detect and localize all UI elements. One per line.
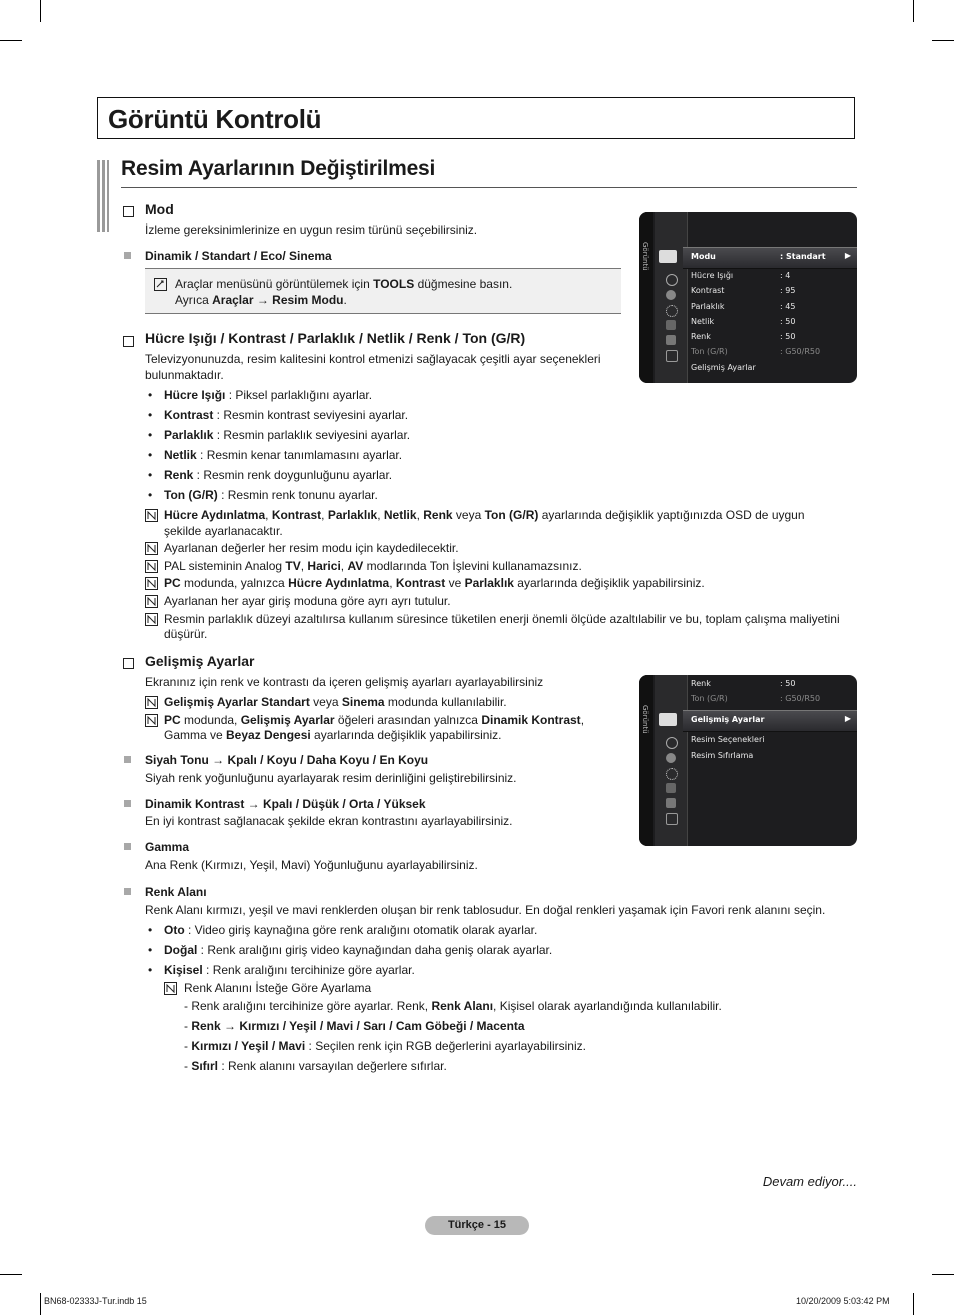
square-bullet-icon — [124, 843, 131, 850]
renk-dash-3: - Kırmızı / Yeşil / Mavi : Seçilen renk için RGB değerlerini ayarlayabilirsiniz. — [184, 1039, 586, 1053]
osd-row[interactable]: Hücre Işığı : 4 — [691, 271, 791, 280]
crop-mark — [0, 40, 22, 41]
siyah-desc: Siyah renk yoğunluğunu ayarlayarak resim derinliğini geliştirebilirsiniz. — [145, 771, 517, 785]
renk-heading: Renk Alanı — [145, 885, 207, 899]
crop-mark — [913, 1293, 914, 1315]
section-title: Resim Ayarlarının Değiştirilmesi — [121, 157, 436, 180]
hucre-note-1: Hücre Aydınlatma, Kontrast, Parlaklık, Netlik, Renk veya Ton (G/R) ayarlarında değişiklik yaptığınızda OSD de uygun — [164, 508, 805, 522]
osd-highlight-advanced[interactable]: Gelişmiş Ayarlar ▶ — [683, 710, 857, 732]
application-icon — [666, 335, 676, 345]
gelismis-note-2: PC modunda, Gelişmiş Ayarlar öğeleri arasından yalnızca Dinamik Kontrast, — [164, 713, 585, 727]
renk-bullet: Oto : Video giriş kaynağına göre renk aralığını otomatik olarak ayarlar. — [164, 923, 538, 937]
hucre-note-1-line2: şekilde ayarlanacaktır. — [164, 524, 283, 538]
note-icon — [164, 982, 177, 995]
note-icon — [145, 509, 158, 522]
crop-mark — [932, 40, 954, 41]
renk-dash-2: - Renk → Kırmızı / Yeşil / Mavi / Sarı / Cam Göbeği / Macenta — [184, 1019, 525, 1033]
support-icon — [666, 813, 678, 825]
square-bullet-icon — [124, 756, 131, 763]
renk-desc: Renk Alanı kırmızı, yeşil ve mavi renklerden oluşan bir renk tablosudur. En doğal renkleri yaşamak için Favori renk alanını seçin. — [145, 903, 826, 917]
square-bullet-icon — [124, 888, 131, 895]
siyah-heading: Siyah Tonu → Kpalı / Koyu / Daha Koyu / En Koyu — [145, 753, 429, 767]
hucre-heading: Hücre Işığı / Kontrast / Parlaklık / Netlik / Renk / Ton (G/R) — [145, 330, 526, 346]
footer-file: BN68-02333J-Tur.indb 15 — [44, 1296, 147, 1306]
osd-side-label: Görüntü — [641, 242, 649, 271]
picture-icon — [659, 250, 677, 263]
checkbox-bullet-icon — [123, 336, 134, 347]
checkbox-bullet-icon — [123, 206, 134, 217]
mod-heading: Mod — [145, 201, 174, 217]
picture-icon — [659, 713, 677, 726]
arrow-right-icon: ▶ — [844, 714, 851, 723]
hucre-desc-2: bulunmaktadır. — [145, 368, 224, 382]
setup-icon — [666, 305, 678, 317]
tip-line-1: Araçlar menüsünü görüntülemek için TOOLS düğmesine basın. — [175, 277, 513, 291]
hucre-bullet: Renk : Resmin renk doygunluğunu ayarlar. — [164, 468, 393, 482]
renk-bullet: Kişisel : Renk aralığını tercihinize göre ayarlar. — [164, 963, 415, 977]
support-icon — [666, 350, 678, 362]
osd-row[interactable]: Renk : 50 — [691, 679, 796, 688]
hucre-note-6: Resmin parlaklık düzeyi azaltılırsa kullanım süresince tüketilen enerji önemli ölçüde azaltılabilir ve bu, toplam çalışma maliyetini — [164, 612, 840, 626]
dinamik-heading: Dinamik Kontrast → Kpalı / Düşük / Orta / Yüksek — [145, 797, 426, 811]
hucre-note-5: Ayarlanan her ayar giriş moduna göre ayrı ayrı tutulur. — [164, 594, 451, 608]
page-number-pill: Türkçe - 15 — [425, 1216, 529, 1235]
gelismis-note-1: Gelişmiş Ayarlar Standart veya Sinema modunda kullanılabilir. — [164, 695, 507, 709]
gelismis-desc: Ekranınız için renk ve kontrastı da içeren gelişmiş ayarları ayarlayabilirsiniz — [145, 675, 544, 689]
square-bullet-icon — [124, 800, 131, 807]
note-icon — [145, 560, 158, 573]
osd-side-label: Görüntü — [641, 705, 649, 734]
osd-row[interactable]: Ton (G/R) : G50/R50 — [691, 694, 821, 703]
hucre-note-4: PC modunda, yalnızca Hücre Aydınlatma, Kontrast ve Parlaklık ayarlarında değişiklik yapabilirsiniz. — [164, 576, 705, 590]
renk-note: Renk Alanını İsteğe Göre Ayarlama — [184, 981, 372, 995]
osd-row[interactable]: Ton (G/R) : G50/R50 — [691, 347, 821, 356]
note-icon — [145, 613, 158, 626]
hucre-bullet: Parlaklık : Resmin parlaklık seviyesini ayarlar. — [164, 428, 411, 442]
osd-row[interactable]: Renk : 50 — [691, 332, 796, 341]
tools-tip-box — [145, 268, 621, 314]
osd-row[interactable]: Resim Seçenekleri — [691, 735, 765, 744]
hucre-bullet: Netlik : Resmin kenar tanımlamasını ayarlar. — [164, 448, 403, 462]
osd-row[interactable]: Netlik : 50 — [691, 317, 796, 326]
channel-icon — [666, 783, 676, 793]
crop-mark — [932, 1274, 954, 1275]
osd-highlight-mode[interactable]: Modu : Standart ▶ — [683, 247, 857, 269]
crop-mark — [913, 0, 914, 22]
square-bullet-icon — [124, 252, 131, 259]
page-title-box — [97, 97, 855, 139]
input-icon — [666, 737, 678, 749]
hucre-note-3: PAL sisteminin Analog TV, Harici, AV modlarında Ton İşlevini kullanamazsınız. — [164, 559, 582, 573]
tools-icon — [154, 278, 167, 291]
osd-row[interactable]: Parlaklık : 45 — [691, 302, 796, 311]
renk-dash-4: - Sıfırl : Renk alanını varsayılan değerlere sıfırlar. — [184, 1059, 447, 1073]
osd-screen-picture-menu — [639, 212, 857, 383]
input-icon — [666, 274, 678, 286]
gamma-desc: Ana Renk (Kırmızı, Yeşil, Mavi) Yoğunluğunu ayarlayabilirsiniz. — [145, 858, 478, 872]
continued-note: Devam ediyor.... — [762, 1174, 857, 1189]
renk-dash-1: - Renk aralığını tercihinize göre ayarlar. Renk, Renk Alanı, Kişisel olarak ayarlandığında kullanılabilir. — [184, 999, 722, 1013]
renk-bullet: Doğal : Renk aralığını giriş video kaynağından daha geniş olarak ayarlar. — [164, 943, 553, 957]
gamma-heading: Gamma — [145, 840, 190, 854]
hucre-desc-1: Televizyonunuzda, resim kalitesini kontrol etmenizi sağlayacak çeşitli ayar seçenekleri — [145, 352, 601, 366]
sound-icon — [666, 290, 676, 300]
osd-screen-advanced-menu — [639, 675, 857, 846]
arrow-right-icon: ▶ — [844, 251, 851, 260]
hucre-note-2: Ayarlanan değerler her resim modu için kaydedilecektir. — [164, 541, 459, 555]
note-icon — [145, 595, 158, 608]
crop-mark — [40, 0, 41, 22]
hucre-bullet: Kontrast : Resmin kontrast seviyesini ayarlar. — [164, 408, 409, 422]
gelismis-heading: Gelişmiş Ayarlar — [145, 653, 255, 669]
mod-description: İzleme gereksinimlerinize en uygun resim türünü seçebilirsiniz. — [145, 223, 478, 237]
osd-row[interactable]: Gelişmiş Ayarlar — [691, 363, 756, 372]
note-icon — [145, 714, 158, 727]
checkbox-bullet-icon — [123, 658, 134, 669]
footer-timestamp: 10/20/2009 5:03:42 PM — [796, 1296, 890, 1306]
mod-options: Dinamik / Standart / Eco/ Sinema — [145, 249, 332, 263]
crop-mark — [0, 1274, 22, 1275]
dinamik-desc: En iyi kontrast sağlanacak şekilde ekran kontrastını ayarlayabilirsiniz. — [145, 814, 513, 828]
sound-icon — [666, 753, 676, 763]
note-icon — [145, 577, 158, 590]
tip-line-2: Ayrıca Araçlar → Resim Modu. — [175, 293, 347, 307]
crop-mark — [40, 1293, 41, 1315]
osd-row[interactable]: Resim Sıfırlama — [691, 751, 754, 760]
gelismis-note-2-line2: Gamma ve Beyaz Dengesi ayarlarında değişiklik yapabilirsiniz. — [164, 728, 502, 742]
hucre-bullet: Ton (G/R) : Resmin renk tonunu ayarlar. — [164, 488, 378, 502]
page-title: Görüntü Kontrolü — [108, 104, 322, 134]
channel-icon — [666, 320, 676, 330]
setup-icon — [666, 768, 678, 780]
section-bars — [97, 160, 109, 232]
section-divider — [121, 187, 857, 188]
note-icon — [145, 542, 158, 555]
application-icon — [666, 798, 676, 808]
osd-row[interactable]: Kontrast : 95 — [691, 286, 796, 295]
hucre-note-6-line2: düşürür. — [164, 627, 208, 641]
hucre-bullet: Hücre Işığı : Piksel parlaklığını ayarlar. — [164, 388, 373, 402]
note-icon — [145, 696, 158, 709]
